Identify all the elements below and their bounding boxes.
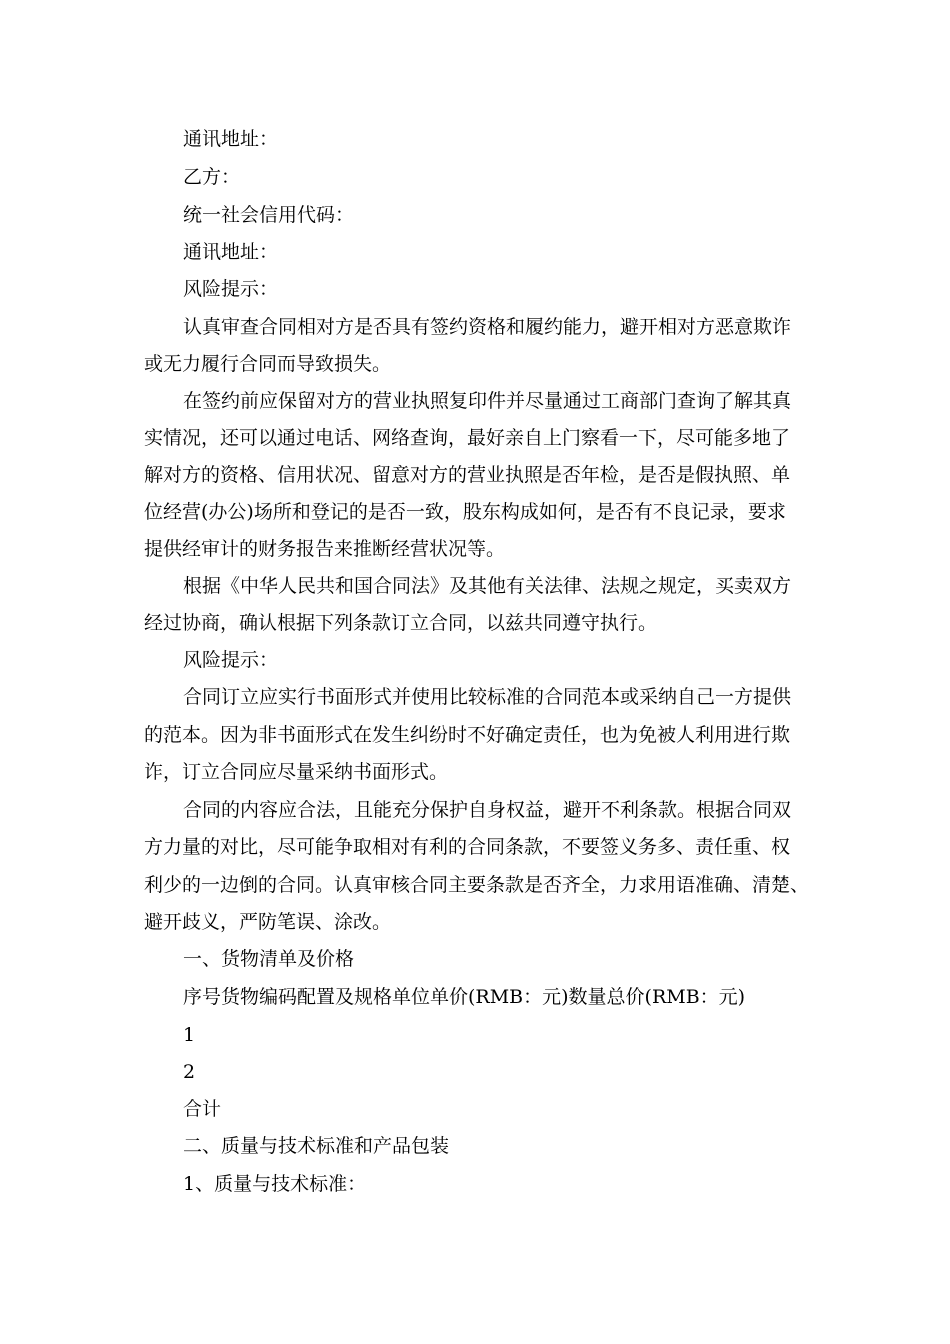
goods-total-label: 合计	[183, 1098, 222, 1120]
section-heading-quality: 二、质量与技术标准和产品包装	[183, 1135, 450, 1157]
paragraph-line: 解对方的资格、信用状况、留意对方的营业执照是否年检，是否是假执照、单	[144, 464, 791, 486]
paragraph-line: 位经营(办公)场所和登记的是否一致，股东构成如何，是否有不良记录，要求	[144, 501, 786, 523]
paragraph-line: 认真审查合同相对方是否具有签约资格和履约能力，避开相对方恶意欺诈	[183, 316, 792, 338]
paragraph-line: 诈，订立合同应尽量采纳书面形式。	[144, 761, 449, 783]
paragraph-line: 经过协商，确认根据下列条款订立合同，以兹共同遵守执行。	[144, 612, 658, 634]
paragraph-line: 合同订立应实行书面形式并使用比较标准的合同范本或采纳自己一方提供	[183, 686, 792, 708]
paragraph-line: 的范本。因为非书面形式在发生纠纷时不好确定责任，也为免被人利用进行欺	[144, 724, 791, 746]
party-b-label: 乙方：	[183, 166, 241, 188]
credit-code-label: 统一社会信用代码：	[183, 204, 355, 226]
paragraph-line: 提供经审计的财务报告来推断经营状况等。	[144, 538, 506, 560]
paragraph-line: 方力量的对比，尽可能争取相对有利的合同条款，不要签义务多、责任重、权	[144, 836, 791, 858]
paragraph-line: 利少的一边倒的合同。认真审核合同主要条款是否齐全，力求用语准确、清楚、	[144, 874, 810, 896]
paragraph-line: 避开歧义，严防笔误、涂改。	[144, 911, 392, 933]
paragraph-line: 合同的内容应合法，且能充分保护自身权益，避开不利条款。根据合同双	[183, 799, 792, 821]
risk-notice-heading: 风险提示：	[183, 278, 279, 300]
paragraph-line: 在签约前应保留对方的营业执照复印件并尽量通过工商部门查询了解其真	[183, 390, 792, 412]
goods-row-number: 2	[183, 1061, 196, 1083]
goods-row-number: 1	[183, 1024, 196, 1046]
contact-address-label-2: 通讯地址：	[183, 241, 279, 263]
paragraph-line: 根据《中华人民共和国合同法》及其他有关法律、法规之规定，买卖双方	[183, 575, 792, 597]
goods-table-header: 序号货物编码配置及规格单位单价(RMB：元)数量总价(RMB：元)	[183, 986, 746, 1008]
risk-notice-heading-2: 风险提示：	[183, 649, 279, 671]
contact-address-label: 通讯地址：	[183, 128, 279, 150]
paragraph-line: 或无力履行合同而导致损失。	[144, 353, 392, 375]
section-heading-goods: 一、货物清单及价格	[183, 948, 355, 970]
paragraph-line: 实情况，还可以通过电话、网络查询，最好亲自上门察看一下，尽可能多地了	[144, 427, 791, 449]
subsection-heading-quality: 1、质量与技术标准：	[183, 1173, 367, 1195]
